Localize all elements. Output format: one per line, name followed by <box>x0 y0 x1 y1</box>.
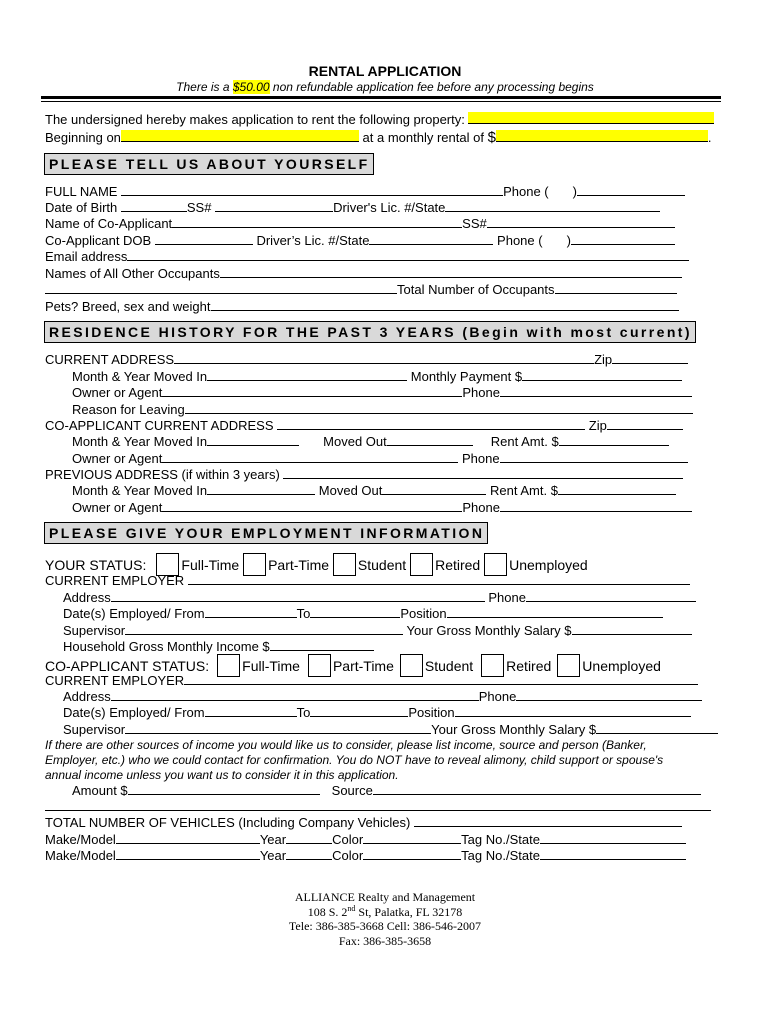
current-employer-field[interactable] <box>188 573 690 585</box>
vehicle1-year-field[interactable] <box>286 832 332 844</box>
co-employer-phone-field[interactable] <box>516 689 702 701</box>
total-occupants-field[interactable] <box>555 282 677 294</box>
drivers-lic-field[interactable] <box>445 200 660 212</box>
co-owner-phone-field[interactable] <box>500 451 688 463</box>
vehicle2-make-field[interactable] <box>116 848 260 860</box>
current-owner-phone-field[interactable] <box>500 385 692 397</box>
section-about-heading: PLEASE TELL US ABOUT YOURSELF <box>44 153 374 175</box>
property-field[interactable] <box>468 112 714 124</box>
current-owner-field[interactable] <box>162 385 462 397</box>
supervisor-field[interactable] <box>125 623 403 635</box>
co-rent-amt-field[interactable] <box>559 434 669 446</box>
vehicle2-year-field[interactable] <box>286 848 332 860</box>
section-employment-heading: PLEASE GIVE YOUR EMPLOYMENT INFORMATION <box>44 522 488 544</box>
co-supervisor-field[interactable] <box>125 722 431 734</box>
dob-field[interactable] <box>121 200 187 212</box>
email-field[interactable] <box>127 249 689 261</box>
other-income-extra-field[interactable] <box>45 799 711 811</box>
other-income-note-2: Employer, etc.) who we could contact for confirmation. You do NOT have to reveal alimony, child support or spouse's <box>45 753 664 767</box>
previous-address-field[interactable] <box>283 467 683 479</box>
co-drivers-lic-field[interactable] <box>369 233 493 245</box>
other-income-note-3: annual income unless you want us to consider it in this application. <box>45 768 399 782</box>
co-employer-address-field[interactable] <box>111 689 479 701</box>
prev-moved-in-field[interactable] <box>207 483 315 495</box>
vehicle1-color-field[interactable] <box>363 832 461 844</box>
beginning-on-field[interactable] <box>121 130 359 142</box>
current-address-field[interactable] <box>174 352 594 364</box>
co-current-address-field[interactable] <box>277 418 585 430</box>
prev-rent-amt-field[interactable] <box>558 483 676 495</box>
current-zip-field[interactable] <box>612 352 688 364</box>
employer-address-field[interactable] <box>111 590 485 602</box>
co-moved-out-field[interactable] <box>387 434 473 446</box>
header-divider-thick <box>41 96 721 99</box>
vehicle2-tag-field[interactable] <box>540 848 686 860</box>
phone-field[interactable] <box>577 184 685 196</box>
prev-owner-field[interactable] <box>162 500 462 512</box>
intro-text: The undersigned hereby makes application to rent the following property: <box>45 112 465 127</box>
fee-amount: $50.00 <box>232 80 270 94</box>
pets-field[interactable] <box>211 299 679 311</box>
vehicle1-make-field[interactable] <box>116 832 260 844</box>
employer-phone-field[interactable] <box>526 590 696 602</box>
co-gross-salary-field[interactable] <box>596 722 718 734</box>
co-moved-in-field[interactable] <box>207 434 299 446</box>
footer-address: 108 S. 2nd St, Palatka, FL 32178 <box>307 904 463 919</box>
co-employed-to-field[interactable] <box>310 705 408 717</box>
other-income-source-field[interactable] <box>373 783 701 795</box>
prev-moved-out-field[interactable] <box>382 483 486 495</box>
gross-salary-field[interactable] <box>572 623 692 635</box>
fee-notice: There is a $50.00 non refundable application fee before any processing begins <box>176 80 594 94</box>
footer-fax: Fax: 386-385-3658 <box>338 934 432 948</box>
co-dob-field[interactable] <box>155 233 253 245</box>
footer-phones: Tele: 386-385-3668 Cell: 386-546-2007 <box>288 919 482 933</box>
monthly-payment-field[interactable] <box>522 369 682 381</box>
vehicle1-tag-field[interactable] <box>540 832 686 844</box>
prev-owner-phone-field[interactable] <box>500 500 692 512</box>
total-vehicles-field[interactable] <box>414 815 682 827</box>
footer-company: ALLIANCE Realty and Management <box>294 890 476 904</box>
co-position-field[interactable] <box>455 705 691 717</box>
current-moved-in-field[interactable] <box>207 369 407 381</box>
other-income-amount-field[interactable] <box>128 783 320 795</box>
beginning-on-label: Beginning on <box>45 130 121 145</box>
employed-from-field[interactable] <box>205 606 297 618</box>
reason-leaving-field[interactable] <box>185 402 693 414</box>
page-title: RENTAL APPLICATION <box>308 63 462 79</box>
co-phone-field[interactable] <box>571 233 675 245</box>
other-occupants-field[interactable] <box>220 266 682 278</box>
co-ss-field[interactable] <box>487 216 675 228</box>
co-employed-from-field[interactable] <box>205 705 297 717</box>
ss-field[interactable] <box>215 200 333 212</box>
household-income-field[interactable] <box>270 639 374 651</box>
other-income-note-1: If there are other sources of income you would like us to consider, please list income, source and person (Banker, <box>45 738 647 752</box>
vehicle2-color-field[interactable] <box>363 848 461 860</box>
monthly-rental-field[interactable] <box>496 130 708 142</box>
co-current-employer-field[interactable] <box>184 673 698 685</box>
co-current-zip-field[interactable] <box>607 418 683 430</box>
position-field[interactable] <box>447 606 663 618</box>
co-owner-field[interactable] <box>162 451 458 463</box>
co-applicant-name-field[interactable] <box>172 216 462 228</box>
employed-to-field[interactable] <box>310 606 400 618</box>
monthly-rental-label: at a monthly rental of <box>362 130 484 145</box>
section-residence-heading: RESIDENCE HISTORY FOR THE PAST 3 YEARS (Begin with most current) <box>44 321 696 343</box>
full-name-field[interactable] <box>121 184 503 196</box>
other-occupants-field-2[interactable] <box>45 282 397 294</box>
header-divider-thin <box>41 101 721 102</box>
